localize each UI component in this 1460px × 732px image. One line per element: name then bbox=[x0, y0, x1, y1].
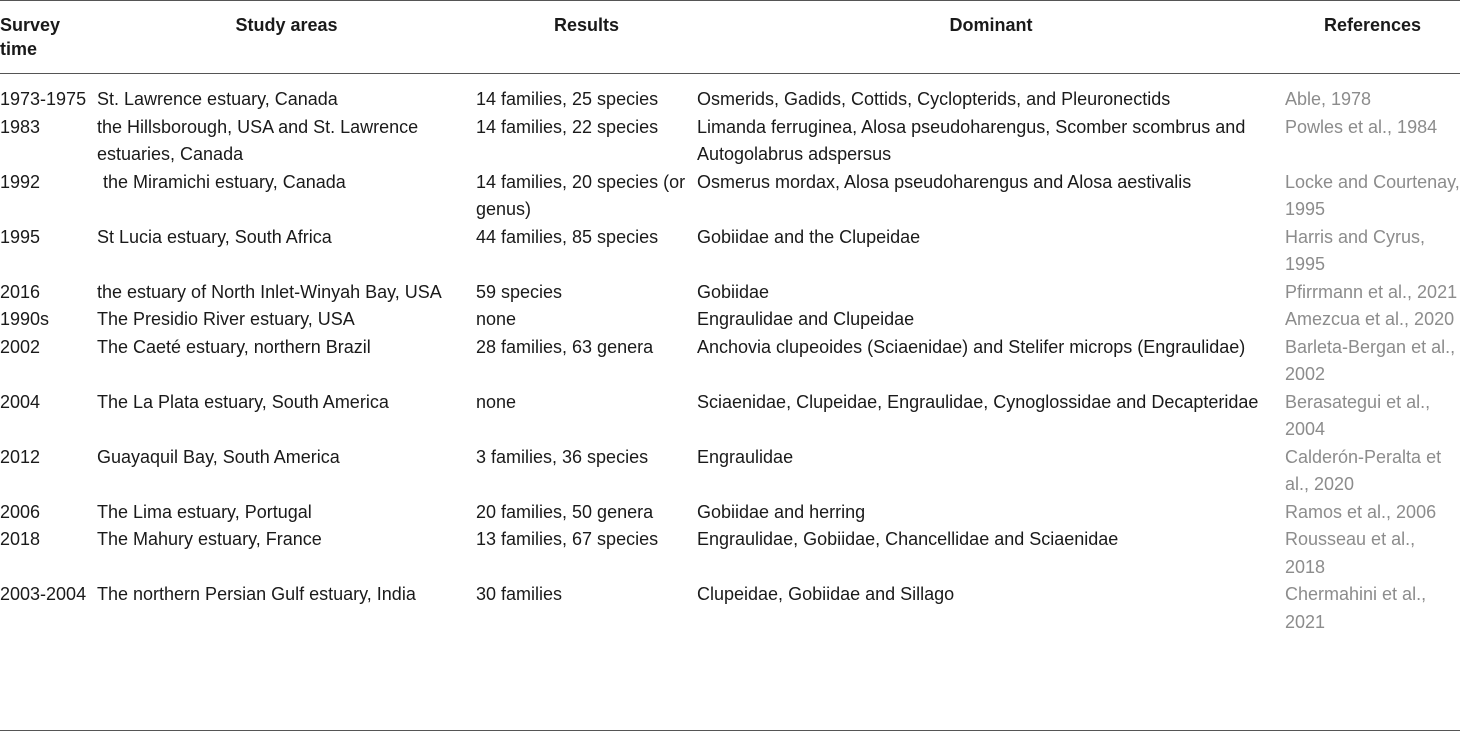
cell-dominant: Anchovia clupeoides (Sciaenidae) and Stelifer microps (Engraulidae) bbox=[697, 336, 1246, 357]
header-study-areas: Study areas bbox=[235, 15, 338, 35]
table-row bbox=[0, 74, 1460, 114]
table-row bbox=[0, 224, 1460, 279]
table-row bbox=[0, 499, 1460, 527]
cell-results: 14 families, 25 species bbox=[476, 89, 659, 109]
cell-reference[interactable]: Barleta-Bergan et al., 2002 bbox=[1285, 336, 1456, 384]
cell-dominant: Gobiidae bbox=[697, 281, 770, 302]
cell-dominant: Engraulidae and Clupeidae bbox=[697, 309, 915, 329]
cell-dominant: Limanda ferruginea, Alosa pseudoharengus, Scomber scombrus and Autogolabrus adspersus bbox=[697, 116, 1246, 164]
cell-dominant: Engraulidae, Gobiidae, Chancellidae and Sciaenidae bbox=[697, 529, 1119, 549]
cell-results: 13 families, 67 species bbox=[476, 529, 659, 549]
table-row bbox=[0, 526, 1460, 581]
cell-dominant: Gobiidae and the Clupeidae bbox=[697, 226, 921, 247]
cell-survey-time: 2012 bbox=[0, 446, 41, 467]
cell-survey-time: 2018 bbox=[0, 529, 41, 549]
cell-survey-time: 1995 bbox=[0, 226, 41, 247]
cell-survey-time: 2006 bbox=[0, 501, 41, 522]
table-row bbox=[0, 306, 1460, 334]
header-results: Results bbox=[553, 15, 620, 35]
cell-reference[interactable]: Able, 1978 bbox=[1285, 89, 1372, 109]
cell-reference[interactable]: Ramos et al., 2006 bbox=[1285, 501, 1437, 522]
cell-dominant: Gobiidae and herring bbox=[697, 501, 866, 522]
cell-reference[interactable]: Pfirrmann et al., 2021 bbox=[1285, 281, 1458, 302]
header-dominant: Dominant bbox=[949, 15, 1033, 35]
cell-results: none bbox=[476, 309, 517, 329]
cell-study-area: The La Plata estuary, South America bbox=[97, 391, 389, 412]
table-row bbox=[0, 389, 1460, 444]
cell-dominant: Sciaenidae, Clupeidae, Engraulidae, Cynoglossidae and Decapteridae bbox=[697, 391, 1259, 412]
cell-study-area: The Caeté estuary, northern Brazil bbox=[97, 336, 371, 357]
cell-results: 14 families, 20 species (or genus) bbox=[476, 171, 686, 219]
cell-results: 59 species bbox=[476, 281, 563, 302]
cell-reference[interactable]: Chermahini et al., 2021 bbox=[1285, 584, 1427, 632]
cell-dominant: Osmerus mordax, Alosa pseudoharengus and Alosa aestivalis bbox=[697, 171, 1192, 192]
cell-results: none bbox=[476, 391, 517, 412]
table-row bbox=[0, 114, 1460, 169]
cell-results: 30 families bbox=[476, 584, 563, 604]
cell-study-area: The northern Persian Gulf estuary, India bbox=[97, 584, 416, 604]
cell-results: 14 families, 22 species bbox=[476, 116, 659, 137]
cell-study-area: The Mahury estuary, France bbox=[97, 529, 322, 549]
cell-study-area: Guayaquil Bay, South America bbox=[97, 446, 340, 467]
cell-survey-time: 2003-2004 bbox=[0, 584, 87, 604]
cell-study-area: The Presidio River estuary, USA bbox=[97, 309, 355, 329]
cell-dominant: Engraulidae bbox=[697, 446, 794, 467]
cell-reference[interactable]: Rousseau et al., 2018 bbox=[1285, 529, 1416, 577]
cell-study-area: The Lima estuary, Portugal bbox=[97, 501, 312, 522]
header-references: References bbox=[1323, 15, 1422, 35]
cell-reference[interactable]: Powles et al., 1984 bbox=[1285, 116, 1438, 137]
cell-dominant: Clupeidae, Gobiidae and Sillago bbox=[697, 584, 955, 604]
cell-results: 28 families, 63 genera bbox=[476, 336, 654, 357]
table-bottom-rule bbox=[0, 730, 1460, 731]
table-row bbox=[0, 334, 1460, 389]
cell-reference[interactable]: Harris and Cyrus, 1995 bbox=[1285, 226, 1426, 274]
cell-study-area: the Hillsborough, USA and St. Lawrence estuaries, Canada bbox=[97, 116, 419, 164]
cell-results: 3 families, 36 species bbox=[476, 446, 649, 467]
table-row bbox=[0, 581, 1460, 636]
cell-survey-time: 1983 bbox=[0, 116, 41, 137]
cell-study-area: the estuary of North Inlet-Winyah Bay, USA bbox=[97, 281, 442, 302]
cell-survey-time: 1973-1975 bbox=[0, 89, 87, 109]
cell-study-area: the Miramichi estuary, Canada bbox=[103, 171, 346, 192]
table-body bbox=[0, 74, 1460, 637]
cell-survey-time: 2016 bbox=[0, 281, 41, 302]
cell-survey-time: 2004 bbox=[0, 391, 41, 412]
cell-dominant: Osmerids, Gadids, Cottids, Cyclopterids, and Pleuronectids bbox=[697, 89, 1171, 109]
cell-survey-time: 1992 bbox=[0, 171, 41, 192]
header-survey-time: Survey time bbox=[0, 15, 61, 59]
cell-study-area: St. Lawrence estuary, Canada bbox=[97, 89, 338, 109]
cell-results: 20 families, 50 genera bbox=[476, 501, 654, 522]
cell-reference[interactable]: Locke and Courtenay, 1995 bbox=[1285, 171, 1460, 219]
table-header-row bbox=[0, 1, 1460, 74]
cell-reference[interactable]: Berasategui et al., 2004 bbox=[1285, 391, 1431, 439]
table-row bbox=[0, 444, 1460, 499]
table-row bbox=[0, 169, 1460, 224]
cell-reference[interactable]: Calderón-Peralta et al., 2020 bbox=[1285, 446, 1442, 494]
table-row bbox=[0, 279, 1460, 307]
cell-results: 44 families, 85 species bbox=[476, 226, 659, 247]
cell-survey-time: 1990s bbox=[0, 309, 50, 329]
cell-study-area: St Lucia estuary, South Africa bbox=[97, 226, 332, 247]
cell-survey-time: 2002 bbox=[0, 336, 41, 357]
cell-reference[interactable]: Amezcua et al., 2020 bbox=[1285, 309, 1455, 329]
